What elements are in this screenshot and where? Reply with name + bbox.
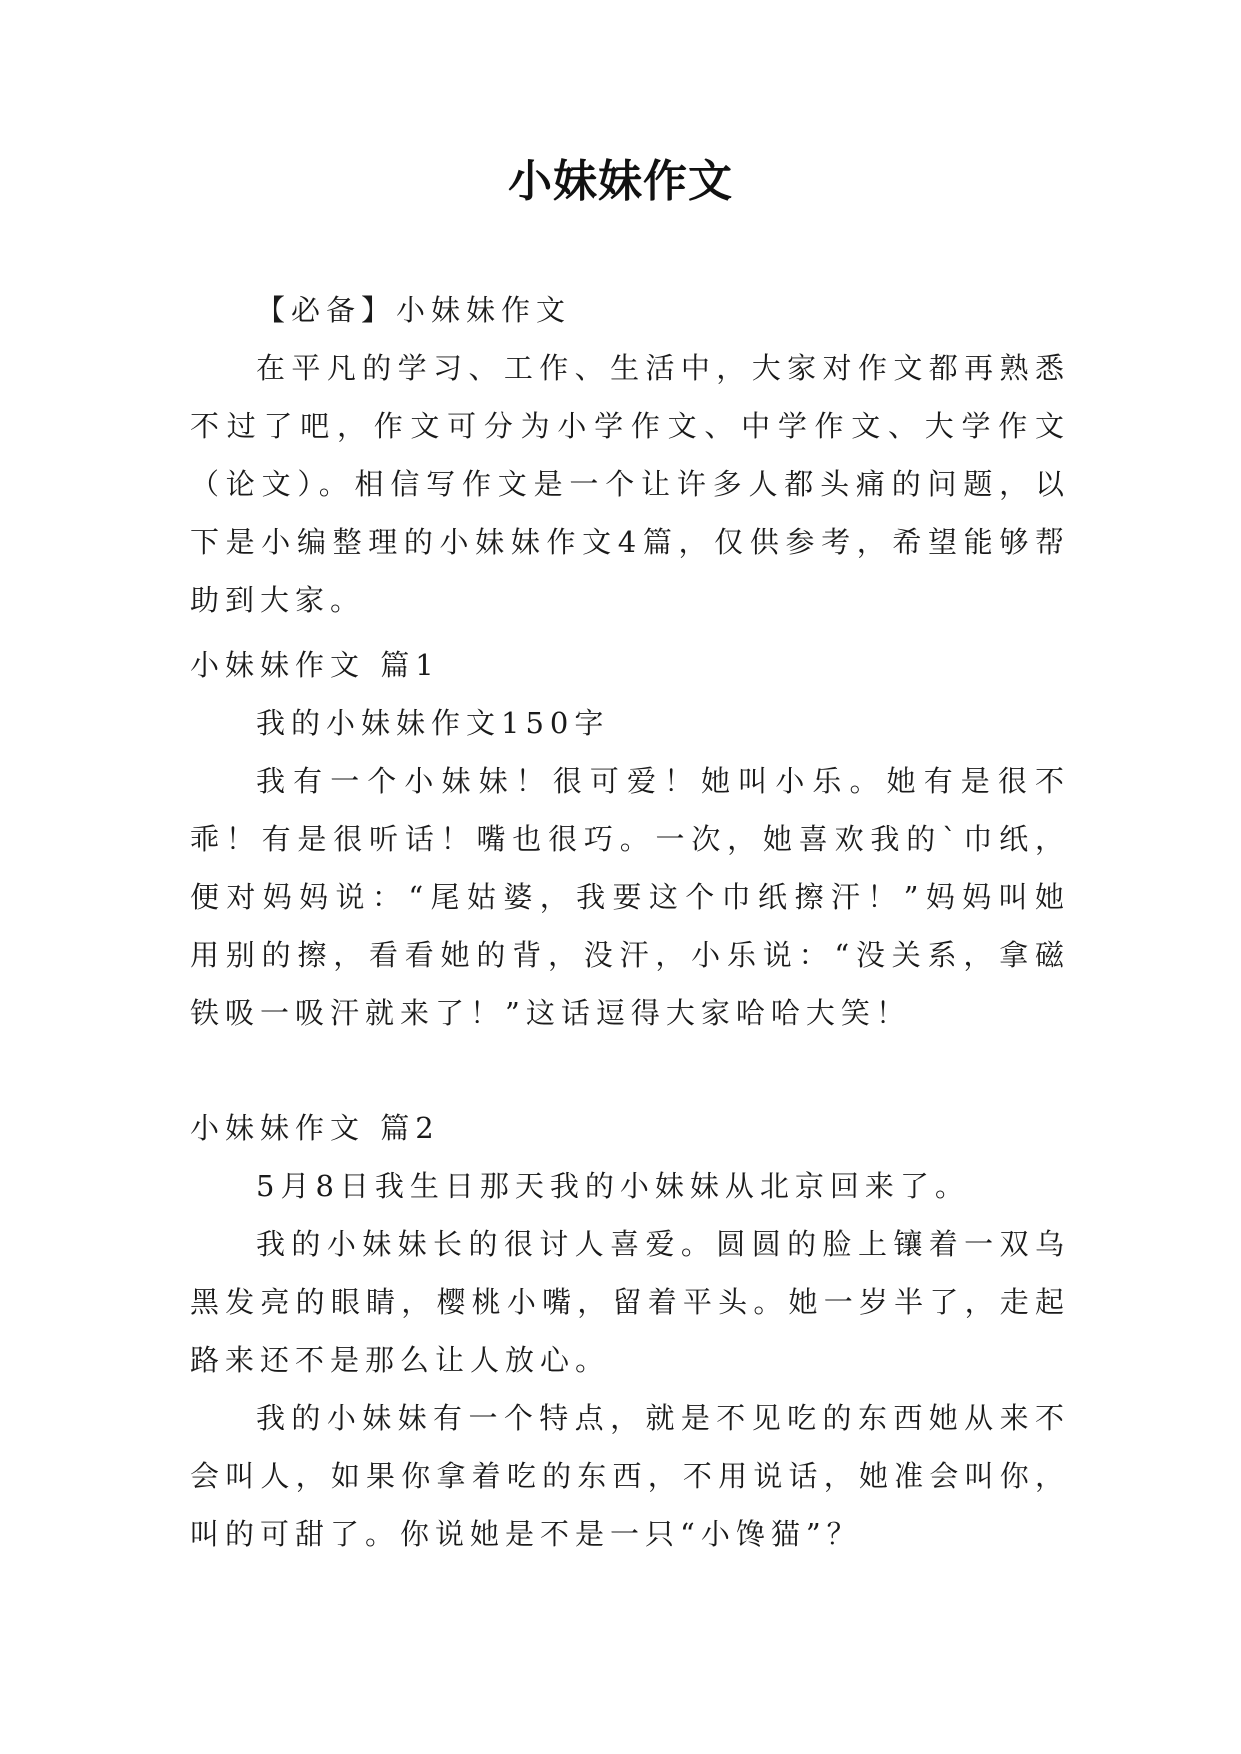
section-2: [190, 1099, 1070, 1563]
section-paragraph: 5月8日我生日那天我的小妹妹从北京回来了。: [256, 1169, 970, 1203]
intro-lead: 【必备】小妹妹作文: [256, 293, 572, 327]
section-paragraph: 我有一个小妹妹！很可爱！她叫小乐。她有是很不乖！有是很听话！嘴也很巧。一次，她喜欢我的`巾纸，便对妈妈说：“尾姑婆，我要这个巾纸擦汗！”妈妈叫她用别的擦，看看她的背，没汗，小乐说：“没关系，拿磁铁吸一吸汗就来了！”这话逗得大家哈哈大笑！: [190, 764, 1070, 1030]
section-heading: 小妹妹作文 篇2: [190, 1111, 440, 1145]
intro-block: [190, 281, 1070, 629]
section-paragraph: 我的小妹妹作文150字: [256, 706, 610, 740]
document-title: 小妹妹作文: [508, 156, 733, 207]
section-paragraph: 我的小妹妹有一个特点，就是不见吃的东西她从来不会叫人，如果你拿着吃的东西，不用说话，她准会叫你，叫的可甜了。你说她是不是一只“小馋猫”？: [190, 1401, 1070, 1551]
section-heading: 小妹妹作文 篇1: [190, 648, 440, 682]
intro-paragraph: 在平凡的学习、工作、生活中，大家对作文都再熟悉不过了吧，作文可分为小学作文、中学作文、大学作文（论文）。相信写作文是一个让许多人都头痛的问题，以下是小编整理的小妹妹作文4篇，仅供参考，希望能够帮助到大家。: [190, 351, 1070, 617]
section-1: [190, 636, 1070, 1042]
section-paragraph: 我的小妹妹长的很讨人喜爱。圆圆的脸上镶着一双乌黑发亮的眼睛，樱桃小嘴，留着平头。她一岁半了，走起路来还不是那么让人放心。: [190, 1227, 1070, 1377]
